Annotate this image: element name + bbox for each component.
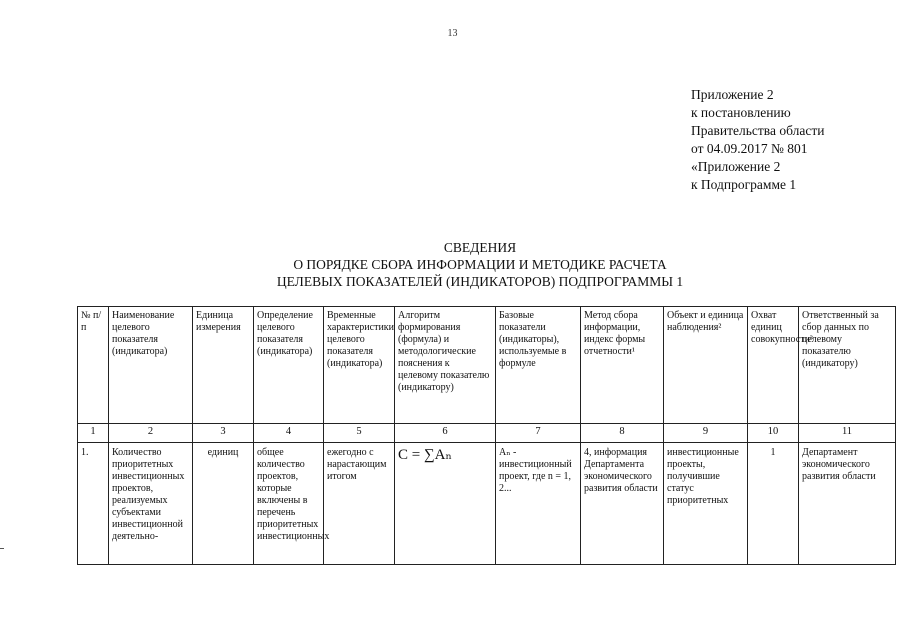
- column-number: 6: [395, 424, 496, 443]
- page-number: 13: [447, 28, 458, 39]
- column-number: 1: [78, 424, 109, 443]
- column-number: 4: [254, 424, 324, 443]
- scan-mark: [0, 548, 4, 549]
- column-header: Наименование целевого показателя (индикатора): [109, 307, 193, 424]
- column-header: Определение целевого показателя (индикатора): [254, 307, 324, 424]
- table-row: [78, 443, 896, 565]
- cell-unit: единиц: [193, 443, 254, 565]
- column-header: Базовые показатели (индикаторы), используемые в формуле: [496, 307, 581, 424]
- cell-number: 1.: [78, 443, 109, 565]
- appendix-line: «Приложение 2: [691, 159, 781, 174]
- column-number: 5: [324, 424, 395, 443]
- title-line: ЦЕЛЕВЫХ ПОКАЗАТЕЛЕЙ (ИНДИКАТОРОВ) ПОДПРОГРАММЫ 1: [276, 274, 684, 289]
- appendix-reference: [691, 86, 891, 194]
- column-number: 11: [799, 424, 896, 443]
- column-header: Единица измерения: [193, 307, 254, 424]
- appendix-line: Правительства области: [691, 123, 825, 138]
- column-number: 3: [193, 424, 254, 443]
- appendix-line: от 04.09.2017 № 801: [691, 141, 808, 156]
- column-header: Метод сбора информации, индекс формы отчетности¹: [581, 307, 664, 424]
- cell-responsible: Департамент экономического развития области: [799, 443, 896, 565]
- column-number: 7: [496, 424, 581, 443]
- cell-definition: общее количество проектов, которые включены в перечень приоритетных инвестиционных: [254, 443, 324, 565]
- cell-time-characteristics: ежегодно с нарастающим итогом: [324, 443, 395, 565]
- cell-collection-method: 4, информация Департамента экономического развития области: [581, 443, 664, 565]
- column-header: Охват единиц совокупности³: [748, 307, 799, 424]
- title-line: СВЕДЕНИЯ: [443, 240, 517, 255]
- cell-observation-object: инвестиционные проекты, получившие статус приоритетных: [664, 443, 748, 565]
- cell-coverage: 1: [748, 443, 799, 565]
- appendix-line: к Подпрограмме 1: [691, 177, 797, 192]
- column-number: 2: [109, 424, 193, 443]
- indicators-table: [77, 306, 896, 565]
- cell-formula: C = ∑Aₙ: [395, 443, 496, 565]
- column-header: Алгоритм формирования (формула) и методологические пояснения к целевому показателю (индикатору): [395, 307, 496, 424]
- column-header: Объект и единица наблюдения²: [664, 307, 748, 424]
- appendix-line: Приложение 2: [691, 87, 774, 102]
- appendix-line: к постановлению: [691, 105, 791, 120]
- column-number: 9: [664, 424, 748, 443]
- column-header: Временные характеристики целевого показателя (индикатора): [324, 307, 395, 424]
- column-header: Ответственный за сбор данных по целевому показателю (индикатору): [799, 307, 896, 424]
- column-header: № п/п: [78, 307, 109, 424]
- column-number: 8: [581, 424, 664, 443]
- document-title: [120, 239, 840, 290]
- title-line: О ПОРЯДКЕ СБОРА ИНФОРМАЦИИ И МЕТОДИКЕ РАСЧЕТА: [293, 257, 667, 272]
- table-header-row: [78, 307, 896, 424]
- cell-base-indicators: Aₙ - инвестиционный проект, где n = 1, 2...: [496, 443, 581, 565]
- cell-indicator-name: Количество приоритетных инвестиционных проектов, реализуемых субъектами инвестиционной деятельно-: [109, 443, 193, 565]
- column-number: 10: [748, 424, 799, 443]
- column-number-row: [78, 424, 896, 443]
